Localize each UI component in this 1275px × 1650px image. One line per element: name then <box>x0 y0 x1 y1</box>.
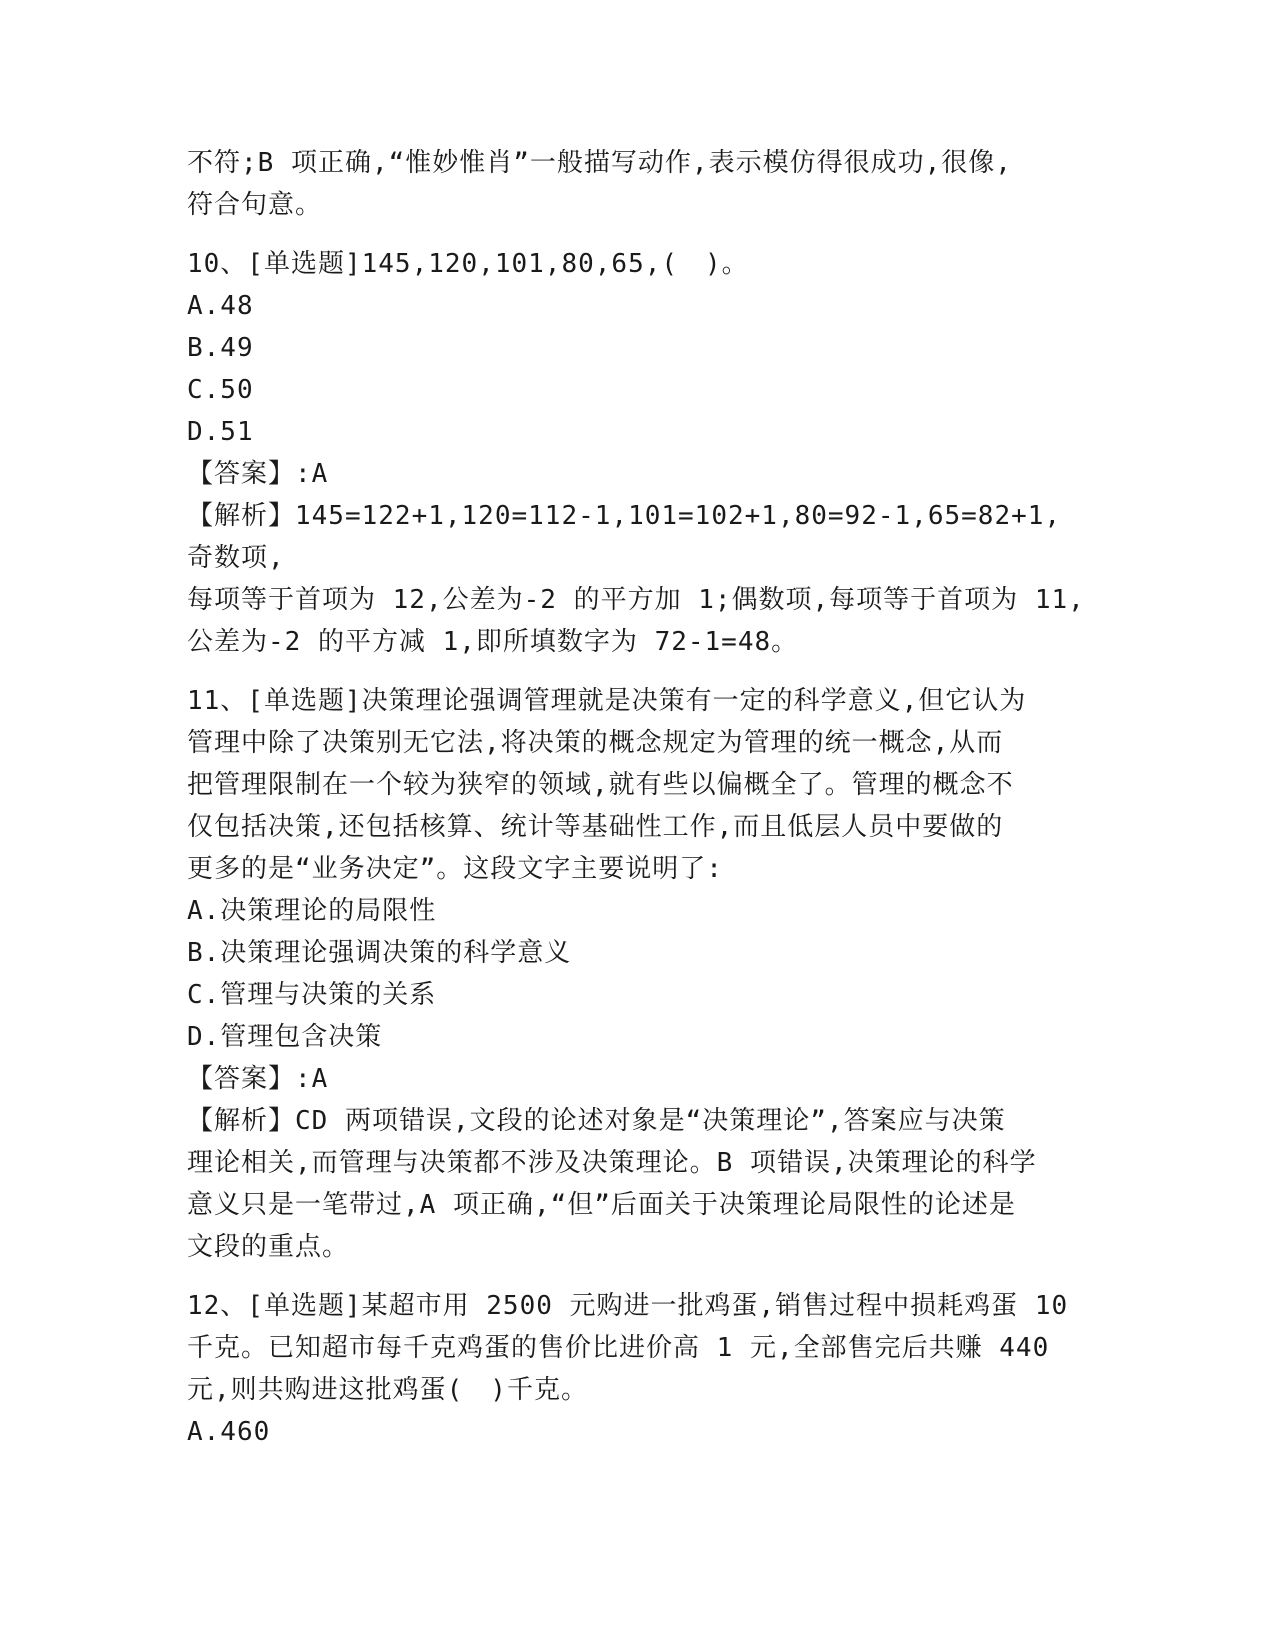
intro-line: 不符;B 项正确,“惟妙惟肖”一般描写动作,表示模仿得很成功,很像, <box>187 148 1012 178</box>
analysis-line: 意义只是一笔带过,A 项正确,“但”后面关于决策理论局限性的论述是 <box>187 1190 1016 1220</box>
analysis-line: 文段的重点。 <box>187 1232 350 1262</box>
analysis-line: 公差为-2 的平方减 1,即所填数字为 72-1=48。 <box>187 627 799 657</box>
intro-line: 符合句意。 <box>187 190 323 220</box>
analysis-line: 【解析】CD 两项错误,文段的论述对象是“决策理论”,答案应与决策 <box>187 1106 1006 1136</box>
analysis-line: 每项等于首项为 12,公差为-2 的平方加 1;偶数项,每项等于首项为 11, <box>187 585 1085 615</box>
option-b: B.决策理论强调决策的科学意义 <box>187 938 572 968</box>
question-11 <box>187 680 1087 1268</box>
option-c: C.管理与决策的关系 <box>187 980 437 1010</box>
document-content <box>187 142 1087 1453</box>
option-c: C.50 <box>187 375 254 405</box>
analysis-line: 理论相关,而管理与决策都不涉及决策理论。B 项错误,决策理论的科学 <box>187 1148 1037 1178</box>
option-b: B.49 <box>187 333 254 363</box>
question-stem-line: 仅包括决策,还包括核算、统计等基础性工作,而且低层人员中要做的 <box>187 812 1004 842</box>
analysis-line: 【解析】145=122+1,120=112-1,101=102+1,80=92-1,65=82+1,奇数项, <box>187 501 1062 573</box>
question-stem-line: 12、[单选题]某超市用 2500 元购进一批鸡蛋,销售过程中损耗鸡蛋 10 <box>187 1291 1069 1321</box>
question-stem-line: 10、[单选题]145,120,101,80,65,( )。 <box>187 249 749 279</box>
option-a: A.48 <box>187 291 254 321</box>
option-a: A.460 <box>187 1417 271 1447</box>
question-stem-line: 把管理限制在一个较为狭窄的领域,就有些以偏概全了。管理的概念不 <box>187 770 1014 800</box>
question-stem-line: 元,则共购进这批鸡蛋( )千克。 <box>187 1375 588 1405</box>
question-stem-line: 千克。已知超市每千克鸡蛋的售价比进价高 1 元,全部售完后共赚 440 <box>187 1333 1050 1363</box>
question-10 <box>187 243 1087 663</box>
option-d: D.51 <box>187 417 254 447</box>
question-stem-line: 管理中除了决策别无它法,将决策的概念规定为管理的统一概念,从而 <box>187 728 1004 758</box>
question-stem-line: 更多的是“业务决定”。这段文字主要说明了: <box>187 854 723 884</box>
answer: 【答案】:A <box>187 1064 329 1094</box>
intro-paragraph <box>187 142 1087 226</box>
answer: 【答案】:A <box>187 459 329 489</box>
option-d: D.管理包含决策 <box>187 1022 383 1052</box>
question-stem-line: 11、[单选题]决策理论强调管理就是决策有一定的科学意义,但它认为 <box>187 686 1027 716</box>
question-12 <box>187 1285 1087 1453</box>
option-a: A.决策理论的局限性 <box>187 896 437 926</box>
